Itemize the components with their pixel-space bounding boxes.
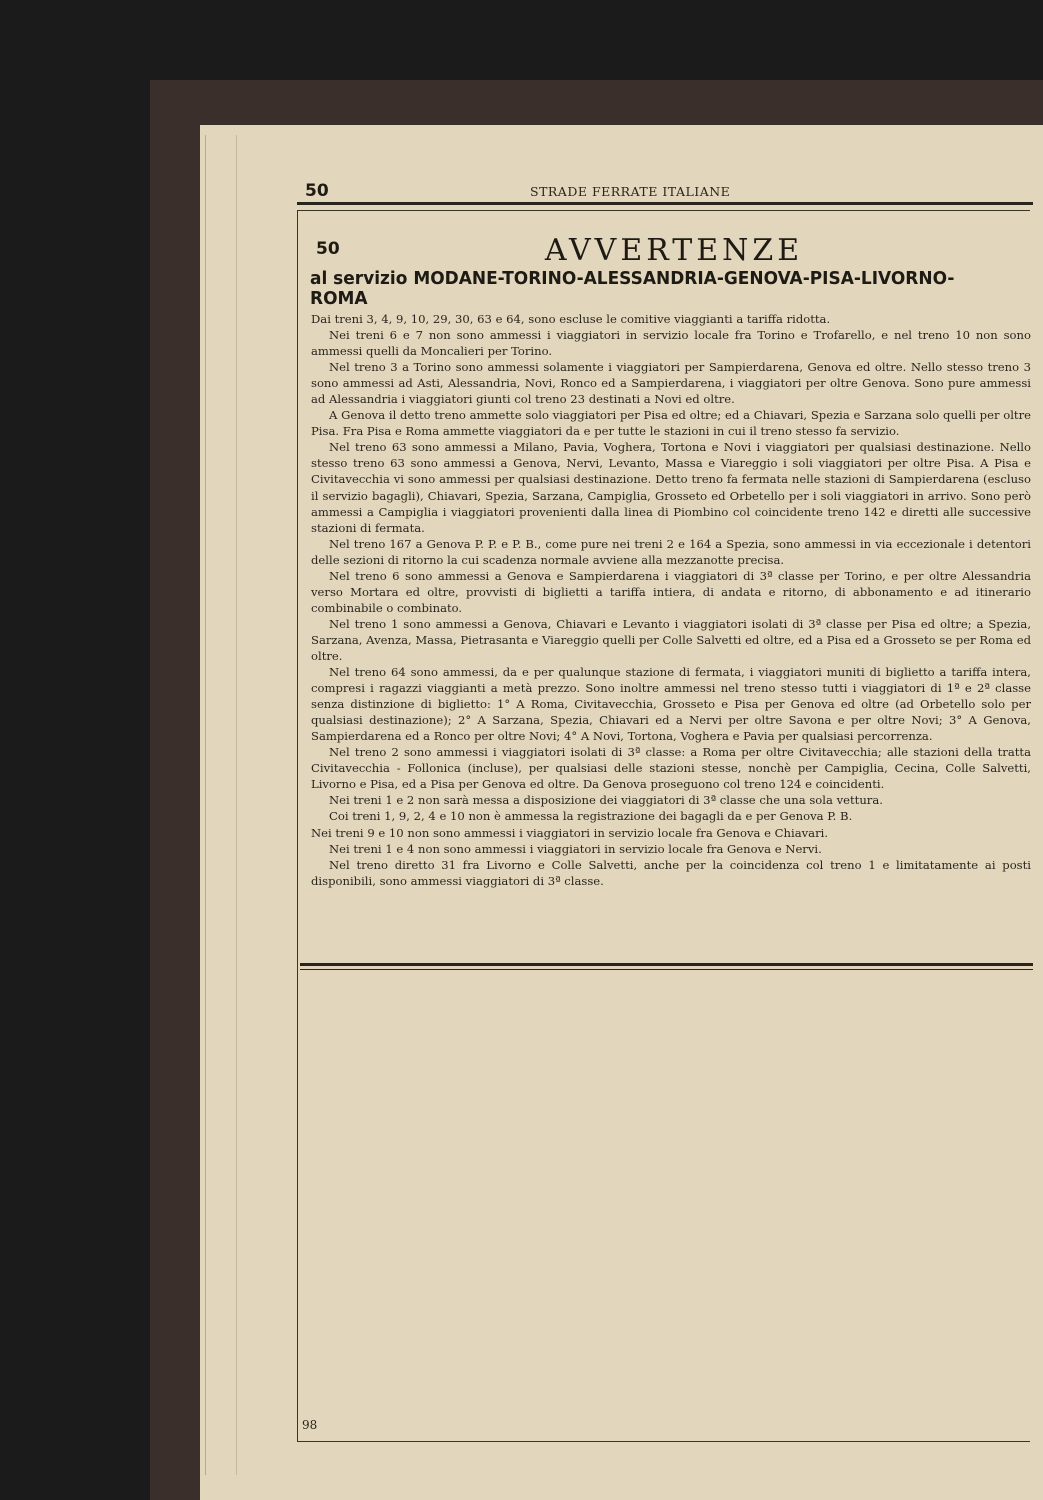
notice-paragraph: Nei treni 1 e 4 non sono ammessi i viaggiatori in servizio locale fra Genova e Nervi. <box>329 841 822 856</box>
notice-paragraph: Dai treni 3, 4, 9, 10, 29, 30, 63 e 64, sono escluse le comitive viaggianti a tariffa ridotta. <box>311 312 831 326</box>
page-number: 50 <box>305 181 329 201</box>
notice-paragraph: Nei treni 9 e 10 non sono ammessi i viaggiatori in servizio locale fra Genova e Chiavari. <box>311 825 829 840</box>
notice-bottom-rule-thin <box>300 969 1033 970</box>
page-edge-lines <box>205 135 237 1475</box>
header-rule <box>297 202 1033 205</box>
notice-paragraph: Nel treno 64 sono ammessi, da e per qualunque stazione di fermata, i viaggiatori muniti di biglietto a tariffa intera, compresi i ragazzi viaggianti a metà prezzo. Sono inoltre ammessi nel treno stesso tutti i viaggiatori di 1ª e 2ª classe senza distinzione di biglietto: 1° A Roma, Civitavecchia, Grosseto e Pisa per Genova ed oltre (ad Orbetello solo per qualsiasi destinazione); 2° A Sarzana, Spezia, Chiavari ed a Nervi per oltre Savona e per oltre Novi; 3° A Genova, Sampierdarena ed a Ronco per oltre Novi; 4° A Novi, Tortona, Voghera e Pavia per qualsiasi percorrenza. <box>311 665 1031 744</box>
notice-bottom-rule <box>300 963 1033 966</box>
notice-paragraph: Nei treni 6 e 7 non sono ammessi i viaggiatori in servizio locale fra Torino e Trofarello, e nel treno 10 non sono ammessi quelli da Moncalieri per Torino. <box>311 328 1031 359</box>
page-header <box>305 181 1035 203</box>
notice-paragraph: Nel treno 3 a Torino sono ammessi solamente i viaggiatori per Sampierdarena, Genova ed oltre. Nello stesso treno 3 sono ammessi ad Asti, Alessandria, Novi, Ronco ed a Sampierdarena, i viaggiatori per oltre Genova. Sono pure ammessi ad Alessandria i viaggiatori giunti col treno 23 destinati a Novi ed oltre. <box>311 360 1031 407</box>
notice-number: 50 <box>316 239 340 259</box>
notice-paragraph: Nel treno diretto 31 fra Livorno e Colle Salvetti, anche per la coincidenza col treno 1 e limitatamente ai posti disponibili, sono ammessi viaggiatori di 3ª classe. <box>311 857 1031 888</box>
notice-paragraph: Nel treno 2 sono ammessi i viaggiatori isolati di 3ª classe: a Roma per oltre Civitavecchia; alle stazioni della tratta Civitavecchia - Follonica (incluse), per qualsiasi delle stazioni stesse, nonchè per Campiglia, Cecina, Colle Salvetti, Livorno e Pisa, ed a Pisa per Genova ed oltre. Da Genova proseguono col treno 124 e coincidenti. <box>311 745 1031 792</box>
running-title: STRADE FERRATE ITALIANE <box>530 184 731 199</box>
notice-paragraph: Nel treno 63 sono ammessi a Milano, Pavia, Voghera, Tortona e Novi i viaggiatori per qualsiasi destinazione. Nello stesso treno 63 sono ammessi a Genova, Nervi, Levanto, Massa e Viareggio i soli viaggiatori per oltre Pisa. A Pisa e Civitavecchia vi sono ammessi per qualsiasi destinazione. Detto treno fa fermata nelle stazioni di Sampierdarena (escluso il servizio bagagli), Chiavari, Spezia, Sarzana, Campiglia, Grosseto ed Orbetello per i soli viaggiatori in arrivo. Sono però ammessi a Campiglia i viaggiatori provenienti dalla linea di Piombino col coincidente treno 142 e diretti alle successive stazioni di fermata. <box>311 440 1031 535</box>
notice-paragraph: Nel treno 1 sono ammessi a Genova, Chiavari e Levanto i viaggiatori isolati di 3ª classe per Pisa ed oltre; a Spezia, Sarzana, Avenza, Massa, Pietrasanta e Viareggio quelli per Colle Salvetti ed oltre, ed a Pisa ed a Grosseto se per Roma ed oltre. <box>311 616 1031 663</box>
notice-subtitle: al servizio MODANE-TORINO-ALESSANDRIA-GENOVA-PISA-LIVORNO-ROMA <box>310 269 955 309</box>
notice-paragraph: Nel treno 6 sono ammessi a Genova e Sampierdarena i viaggiatori di 3ª classe per Torino, e per oltre Alessandria verso Mortara ed oltre, provvisti di biglietti a tariffa intiera, di andata e ritorno, di abbonamento e ad itinerario combinabile o combinato. <box>311 568 1031 615</box>
notice-title: AVVERTENZE <box>544 233 804 268</box>
notice-body <box>311 311 1031 889</box>
notice-paragraph: Coi treni 1, 9, 2, 4 e 10 non è ammessa la registrazione dei bagagli da e per Genova P. B. <box>329 809 853 824</box>
notice-paragraph: Nel treno 167 a Genova P. P. e P. B., come pure nei treni 2 e 164 a Spezia, sono ammessi in via eccezionale i detentori delle sezioni di ritorno la cui scadenza normale avviene alla mezzanotte precisa. <box>311 536 1031 567</box>
notice-paragraph: A Genova il detto treno ammette solo viaggiatori per Pisa ed oltre; ed a Chiavari, Spezia e Sarzana solo quelli per oltre Pisa. Fra Pisa e Roma ammette viaggiatori da e per tutte le stazioni in cui il treno stesso fa servizio. <box>311 408 1031 439</box>
notice-frame <box>297 210 1030 1442</box>
folio-number: 98 <box>302 1418 318 1432</box>
notice-paragraph: Nei treni 1 e 2 non sarà messa a disposizione dei viaggiatori di 3ª classe che una sola vettura. <box>329 793 883 808</box>
